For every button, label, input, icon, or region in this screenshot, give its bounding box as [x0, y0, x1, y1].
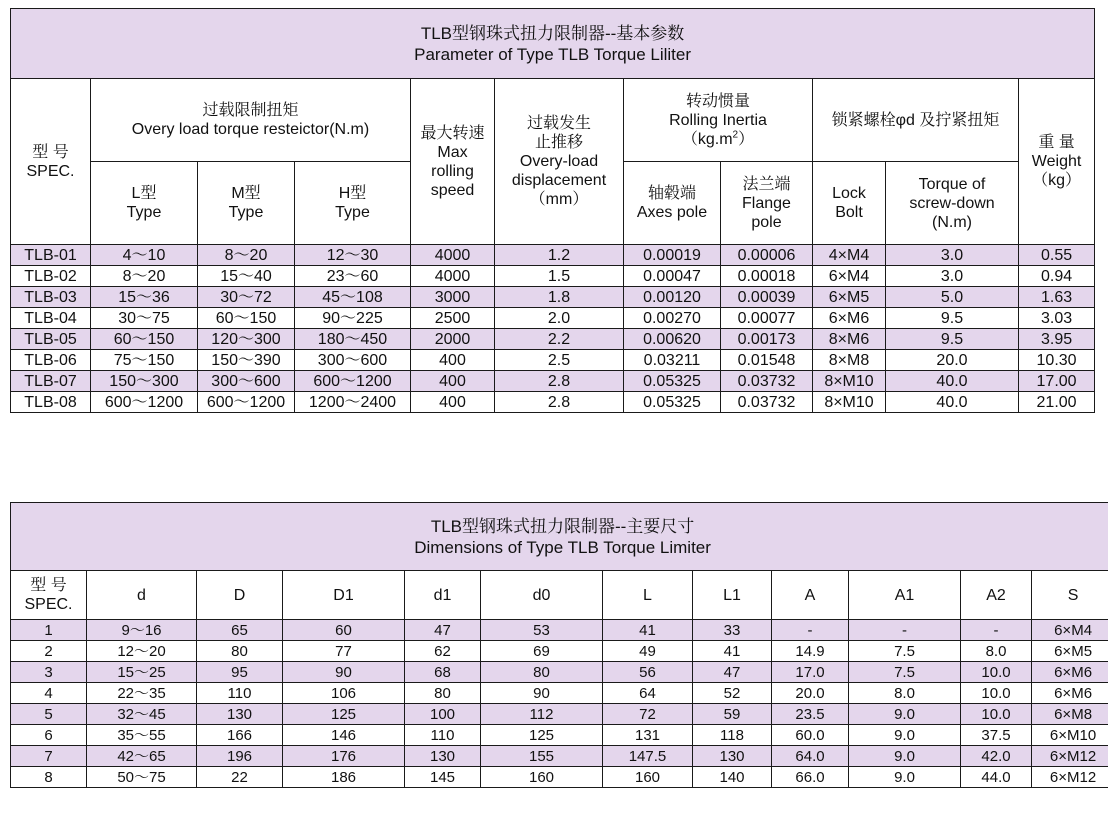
cell-l-type: 4～10 — [91, 245, 198, 266]
dims-cell: 22～35 — [87, 683, 197, 704]
cell-screw-torque: 20.0 — [886, 350, 1019, 371]
table-row — [11, 287, 1095, 308]
cell-displacement: 2.0 — [495, 308, 624, 329]
displacement-header — [495, 79, 624, 245]
dims-cell: 6×M6 — [1032, 662, 1108, 683]
cell-displacement: 2.8 — [495, 392, 624, 413]
table-row — [11, 266, 1095, 287]
cell-m-type: 15～40 — [198, 266, 295, 287]
cell-max-speed: 2500 — [411, 308, 495, 329]
cell-max-speed: 400 — [411, 350, 495, 371]
dims-cell: 6×M8 — [1032, 704, 1108, 725]
cell-lock-bolt: 6×M6 — [813, 308, 886, 329]
dims-cell: 10.0 — [961, 683, 1032, 704]
dims-cell: 6 — [11, 725, 87, 746]
cell-axes-inertia: 0.05325 — [624, 392, 721, 413]
table-row — [11, 371, 1095, 392]
torque-en3: (N.m) — [932, 213, 972, 231]
dims-cell: 147.5 — [603, 746, 693, 767]
cell-h-type: 300～600 — [295, 350, 411, 371]
parameter-table-title — [11, 9, 1095, 79]
axes-en: Axes pole — [636, 204, 708, 221]
cell-m-type: 30～72 — [198, 287, 295, 308]
axes-pole-header — [624, 162, 721, 245]
dims-cell: 32～45 — [87, 704, 197, 725]
dims-cell: 176 — [283, 746, 405, 767]
dims-cell: 6×M5 — [1032, 641, 1108, 662]
dims-cell: 69 — [481, 641, 603, 662]
cell-lock-bolt: 8×M10 — [813, 392, 886, 413]
cell-weight: 3.03 — [1019, 308, 1095, 329]
dims-cell: 68 — [405, 662, 481, 683]
dims-cell: 160 — [603, 767, 693, 788]
dims-cell: 90 — [481, 683, 603, 704]
cell-lock-bolt: 6×M4 — [813, 266, 886, 287]
cell-spec: TLB-05 — [11, 329, 91, 350]
dims-cell: 10.0 — [961, 704, 1032, 725]
dims-cell: 80 — [481, 662, 603, 683]
table-row — [11, 392, 1095, 413]
dims-cell: 53 — [481, 620, 603, 641]
dims-cell: 95 — [197, 662, 283, 683]
dimensions-table — [10, 502, 1108, 788]
type-l-cn: L型 — [131, 185, 157, 202]
dims-cell: 145 — [405, 767, 481, 788]
spec-header-cn: 型 号 — [32, 143, 69, 161]
dims-cell: 130 — [197, 704, 283, 725]
table-row — [11, 683, 1108, 704]
cell-displacement: 2.2 — [495, 329, 624, 350]
dims-col-header: A2 — [961, 571, 1032, 620]
dims-cell: 33 — [693, 620, 772, 641]
dims-cell: 9.0 — [849, 725, 961, 746]
cell-lock-bolt: 6×M5 — [813, 287, 886, 308]
dims-cell: 64.0 — [772, 746, 849, 767]
bolt-cn: 锁紧螺栓φd 及拧紧扭矩 — [831, 111, 1000, 129]
dimensions-table-title — [11, 503, 1108, 571]
dims-col-header: D1 — [283, 571, 405, 620]
dims-col-header: d — [87, 571, 197, 620]
cell-screw-torque: 3.0 — [886, 245, 1019, 266]
cell-h-type: 12～30 — [295, 245, 411, 266]
cell-h-type: 45～108 — [295, 287, 411, 308]
type-h-en: Type — [335, 204, 370, 221]
dims-cell: 60.0 — [772, 725, 849, 746]
dims-cell: 125 — [481, 725, 603, 746]
dims-cell: 23.5 — [772, 704, 849, 725]
dims-cell: 47 — [405, 620, 481, 641]
torque-en2: screw-down — [909, 194, 995, 212]
cell-spec: TLB-04 — [11, 308, 91, 329]
cell-flange-inertia: 0.00077 — [721, 308, 813, 329]
dims-cell: 14.9 — [772, 641, 849, 662]
dims-cell: 7 — [11, 746, 87, 767]
cell-weight: 3.95 — [1019, 329, 1095, 350]
disp-en1: Overy-load — [519, 153, 599, 170]
weight-cn: 重 量 — [1038, 134, 1075, 151]
rolling-inertia-header — [624, 79, 813, 162]
inertia-unit-post: ） — [738, 130, 755, 148]
cell-m-type: 8～20 — [198, 245, 295, 266]
dims-cell: 6×M6 — [1032, 683, 1108, 704]
dims-cell: 8 — [11, 767, 87, 788]
dims-cell: 59 — [693, 704, 772, 725]
dims-cell: 4 — [11, 683, 87, 704]
cell-displacement: 1.2 — [495, 245, 624, 266]
dims-col-header: L — [603, 571, 693, 620]
dims-cell: 130 — [693, 746, 772, 767]
cell-h-type: 23～60 — [295, 266, 411, 287]
dims-cell: 6×M12 — [1032, 746, 1108, 767]
dims-cell: - — [961, 620, 1032, 641]
type-h-header — [295, 162, 411, 245]
dims-cell: 155 — [481, 746, 603, 767]
cell-lock-bolt: 4×M4 — [813, 245, 886, 266]
type-m-header — [198, 162, 295, 245]
cell-screw-torque: 5.0 — [886, 287, 1019, 308]
flange-en1: Flange — [742, 194, 791, 212]
lock-bolt-header — [813, 162, 886, 245]
dims-col-header: d1 — [405, 571, 481, 620]
cell-axes-inertia: 0.00270 — [624, 308, 721, 329]
dims-cell: 106 — [283, 683, 405, 704]
cell-h-type: 1200～2400 — [295, 392, 411, 413]
dims-cell: 140 — [693, 767, 772, 788]
cell-max-speed: 4000 — [411, 266, 495, 287]
torque-en1: Torque of — [918, 175, 986, 193]
dims-cell: 77 — [283, 641, 405, 662]
dims-cell: 196 — [197, 746, 283, 767]
dims-cell: 52 — [693, 683, 772, 704]
dims-cell: 72 — [603, 704, 693, 725]
dims-cell: 1 — [11, 620, 87, 641]
cell-m-type: 600～1200 — [198, 392, 295, 413]
cell-max-speed: 400 — [411, 392, 495, 413]
cell-screw-torque: 9.5 — [886, 308, 1019, 329]
title-en: Parameter of Type TLB Torque Liliter — [414, 44, 691, 64]
dims-col-header: S — [1032, 571, 1108, 620]
dims-cell: 131 — [603, 725, 693, 746]
disp-cn1: 过载发生 — [526, 115, 591, 132]
dims-cell: 2 — [11, 641, 87, 662]
cell-spec: TLB-03 — [11, 287, 91, 308]
cell-axes-inertia: 0.03211 — [624, 350, 721, 371]
dims-col-header: d0 — [481, 571, 603, 620]
dims-cell: 100 — [405, 704, 481, 725]
cell-displacement: 1.8 — [495, 287, 624, 308]
flange-en2: pole — [751, 213, 782, 231]
dims-cell: 166 — [197, 725, 283, 746]
dims-cell: 35～55 — [87, 725, 197, 746]
cell-flange-inertia: 0.03732 — [721, 371, 813, 392]
dims-cell: 186 — [283, 767, 405, 788]
table-row — [11, 620, 1108, 641]
flange-cn: 法兰端 — [742, 175, 791, 193]
bolt-header — [813, 79, 1019, 162]
cell-m-type: 150～390 — [198, 350, 295, 371]
cell-displacement: 2.5 — [495, 350, 624, 371]
cell-flange-inertia: 0.00018 — [721, 266, 813, 287]
cell-screw-torque: 3.0 — [886, 266, 1019, 287]
dims-title-cn: TLB型钢珠式扭力限制器--主要尺寸 — [430, 516, 695, 536]
cell-axes-inertia: 0.00019 — [624, 245, 721, 266]
table-row — [11, 662, 1108, 683]
cell-max-speed: 3000 — [411, 287, 495, 308]
table-row — [11, 350, 1095, 371]
dims-cell: 62 — [405, 641, 481, 662]
cell-weight: 1.63 — [1019, 287, 1095, 308]
cell-m-type: 300～600 — [198, 371, 295, 392]
cell-lock-bolt: 8×M6 — [813, 329, 886, 350]
cell-weight: 0.55 — [1019, 245, 1095, 266]
type-m-cn: M型 — [231, 185, 261, 202]
type-l-en: Type — [126, 204, 162, 221]
cell-l-type: 60～150 — [91, 329, 198, 350]
dims-cell: 22 — [197, 767, 283, 788]
cell-m-type: 120～300 — [198, 329, 295, 350]
dims-cell: 8.0 — [849, 683, 961, 704]
maxspeed-en1: Max — [437, 143, 468, 161]
dims-cell: 56 — [603, 662, 693, 683]
weight-unit: （kg） — [1032, 172, 1082, 189]
dims-cell: 80 — [405, 683, 481, 704]
cell-displacement: 2.8 — [495, 371, 624, 392]
cell-spec: TLB-07 — [11, 371, 91, 392]
type-m-en: Type — [228, 204, 264, 221]
weight-en: Weight — [1031, 153, 1082, 170]
flange-pole-header — [721, 162, 813, 245]
dims-cell: 146 — [283, 725, 405, 746]
cell-lock-bolt: 8×M8 — [813, 350, 886, 371]
dims-col-header: L1 — [693, 571, 772, 620]
dims-cell: 65 — [197, 620, 283, 641]
dims-cell: 118 — [693, 725, 772, 746]
axes-cn: 轴毂端 — [647, 185, 696, 202]
dims-cell: 10.0 — [961, 662, 1032, 683]
dims-cell: 66.0 — [772, 767, 849, 788]
maxspeed-cn: 最大转速 — [420, 124, 485, 142]
type-h-cn: H型 — [338, 185, 367, 202]
cell-l-type: 15～36 — [91, 287, 198, 308]
dims-cell: 112 — [481, 704, 603, 725]
title-cn: TLB型钢珠式扭力限制器--基本参数 — [420, 23, 685, 43]
dims-cell: 3 — [11, 662, 87, 683]
dims-col-header: A — [772, 571, 849, 620]
dims-cell: 8.0 — [961, 641, 1032, 662]
cell-displacement: 1.5 — [495, 266, 624, 287]
dims-cell: 60 — [283, 620, 405, 641]
table-row — [11, 725, 1108, 746]
table-row — [11, 704, 1108, 725]
dims-cell: 37.5 — [961, 725, 1032, 746]
cell-l-type: 150～300 — [91, 371, 198, 392]
cell-screw-torque: 40.0 — [886, 371, 1019, 392]
dims-spec-header — [11, 571, 87, 620]
dims-cell: 9.0 — [849, 767, 961, 788]
dims-cell: 15～25 — [87, 662, 197, 683]
cell-spec: TLB-02 — [11, 266, 91, 287]
inertia-en: Rolling Inertia — [669, 111, 767, 129]
dims-title-en: Dimensions of Type TLB Torque Limiter — [414, 537, 711, 557]
dims-cell: 125 — [283, 704, 405, 725]
dims-cell: 110 — [197, 683, 283, 704]
maxspeed-en3: speed — [430, 181, 475, 199]
cell-max-speed: 2000 — [411, 329, 495, 350]
cell-l-type: 600～1200 — [91, 392, 198, 413]
table-row — [11, 641, 1108, 662]
dims-cell: 41 — [603, 620, 693, 641]
inertia-unit-sup: 2 — [732, 129, 739, 141]
type-l-header — [91, 162, 198, 245]
cell-flange-inertia: 0.00039 — [721, 287, 813, 308]
dims-cell: 7.5 — [849, 662, 961, 683]
table-row — [11, 767, 1108, 788]
cell-screw-torque: 40.0 — [886, 392, 1019, 413]
dims-cell: 110 — [405, 725, 481, 746]
dims-cell: 49 — [603, 641, 693, 662]
dims-cell: 12～20 — [87, 641, 197, 662]
cell-screw-torque: 9.5 — [886, 329, 1019, 350]
cell-weight: 17.00 — [1019, 371, 1095, 392]
lock-en1: Lock — [832, 185, 866, 202]
dims-cell: 160 — [481, 767, 603, 788]
dims-spec-cn: 型 号 — [30, 577, 67, 594]
cell-weight: 0.94 — [1019, 266, 1095, 287]
overload-header-en: Overy load torque resteictor(N.m) — [131, 121, 370, 138]
cell-l-type: 30～75 — [91, 308, 198, 329]
weight-header — [1019, 79, 1095, 245]
cell-flange-inertia: 0.01548 — [721, 350, 813, 371]
dims-cell: 9.0 — [849, 704, 961, 725]
lock-en2: Bolt — [835, 204, 863, 221]
table-row — [11, 308, 1095, 329]
spec-header — [11, 79, 91, 245]
inertia-unit-pre: （kg.m — [681, 130, 733, 148]
dims-cell: 20.0 — [772, 683, 849, 704]
dims-cell: 90 — [283, 662, 405, 683]
dims-cell: 50～75 — [87, 767, 197, 788]
table-row — [11, 746, 1108, 767]
dims-cell: - — [849, 620, 961, 641]
dims-cell: 42.0 — [961, 746, 1032, 767]
cell-h-type: 600～1200 — [295, 371, 411, 392]
overload-torque-header — [91, 79, 411, 162]
cell-max-speed: 400 — [411, 371, 495, 392]
dims-cell: 6×M12 — [1032, 767, 1108, 788]
maxspeed-en2: rolling — [431, 162, 474, 180]
cell-flange-inertia: 0.00173 — [721, 329, 813, 350]
cell-axes-inertia: 0.05325 — [624, 371, 721, 392]
cell-weight: 21.00 — [1019, 392, 1095, 413]
max-speed-header — [411, 79, 495, 245]
dims-cell: 9～16 — [87, 620, 197, 641]
cell-h-type: 180～450 — [295, 329, 411, 350]
dims-cell: 9.0 — [849, 746, 961, 767]
dims-spec-en: SPEC. — [24, 596, 73, 613]
cell-weight: 10.30 — [1019, 350, 1095, 371]
torque-screw-header — [886, 162, 1019, 245]
spec-header-en: SPEC. — [26, 162, 75, 180]
dims-cell: 42～65 — [87, 746, 197, 767]
disp-en2: displacement — [511, 172, 607, 189]
dims-cell: 80 — [197, 641, 283, 662]
cell-axes-inertia: 0.00620 — [624, 329, 721, 350]
dims-cell: 64 — [603, 683, 693, 704]
dims-cell: 6×M10 — [1032, 725, 1108, 746]
cell-spec: TLB-08 — [11, 392, 91, 413]
disp-cn2: 止推移 — [534, 134, 583, 151]
dims-col-header: A1 — [849, 571, 961, 620]
inertia-cn: 转动惯量 — [685, 92, 750, 110]
disp-unit: （mm） — [529, 191, 589, 208]
dims-cell: 130 — [405, 746, 481, 767]
dims-col-header: D — [197, 571, 283, 620]
cell-axes-inertia: 0.00047 — [624, 266, 721, 287]
dims-cell: 44.0 — [961, 767, 1032, 788]
cell-spec: TLB-06 — [11, 350, 91, 371]
overload-header-cn: 过载限制扭矩 — [202, 102, 299, 119]
dims-cell: 47 — [693, 662, 772, 683]
dims-cell: 17.0 — [772, 662, 849, 683]
parameter-table — [10, 8, 1095, 413]
cell-max-speed: 4000 — [411, 245, 495, 266]
cell-axes-inertia: 0.00120 — [624, 287, 721, 308]
dims-cell: 5 — [11, 704, 87, 725]
cell-spec: TLB-01 — [11, 245, 91, 266]
dims-cell: 6×M4 — [1032, 620, 1108, 641]
cell-flange-inertia: 0.00006 — [721, 245, 813, 266]
inertia-unit — [624, 130, 812, 149]
cell-l-type: 75～150 — [91, 350, 198, 371]
table-row — [11, 329, 1095, 350]
dims-cell: 41 — [693, 641, 772, 662]
table-row — [11, 245, 1095, 266]
cell-lock-bolt: 8×M10 — [813, 371, 886, 392]
dims-cell: - — [772, 620, 849, 641]
cell-m-type: 60～150 — [198, 308, 295, 329]
dims-cell: 7.5 — [849, 641, 961, 662]
cell-h-type: 90～225 — [295, 308, 411, 329]
cell-flange-inertia: 0.03732 — [721, 392, 813, 413]
cell-l-type: 8～20 — [91, 266, 198, 287]
